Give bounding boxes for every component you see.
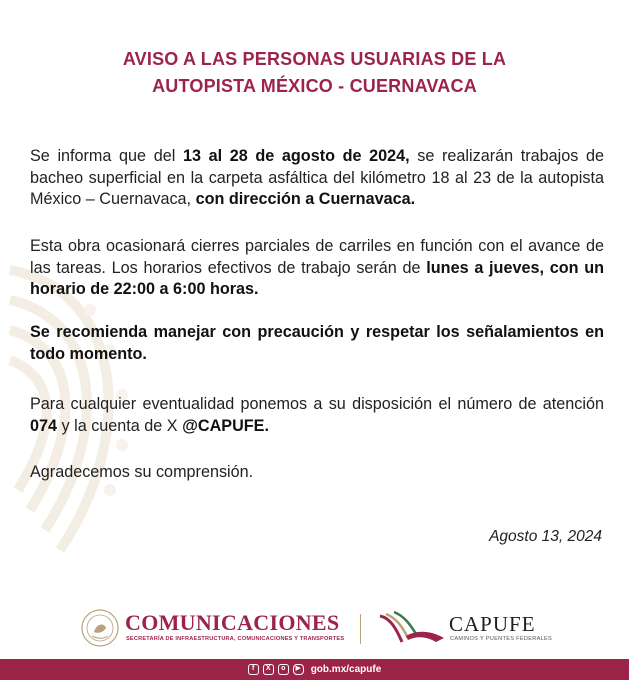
capufe-title: CAPUFE	[449, 612, 536, 636]
p2-bold-schedule: lunes a jueves, con un horario de 22:00 a 6:00 horas.	[30, 258, 604, 298]
footer-bar	[0, 659, 629, 680]
paragraph-schedule	[30, 236, 604, 301]
youtube-icon[interactable]: ▶	[293, 664, 304, 675]
title-line-1: AVISO A LAS PERSONAS USUARIAS DE LA	[122, 49, 507, 69]
p2-text-1: Esta obra ocasionará cierres parciales de carriles en función con el avance de las tareas. Los horarios efectivos de trabajo serán de	[30, 237, 604, 277]
paragraph-dates	[30, 146, 604, 211]
footer-logos	[0, 600, 629, 655]
comunicaciones-title: COMUNICACIONES	[125, 610, 340, 635]
notice-title	[0, 46, 629, 100]
p4-bold-handle: @CAPUFE.	[182, 416, 269, 435]
p1-text-2: se realizarán trabajos de bacheo superficial en la carpeta asfáltica del kilómetro 18 al 23 de la autopista México – Cuernavaca,	[30, 147, 604, 208]
title-line-2: AUTOPISTA MÉXICO - CUERNAVACA	[152, 76, 477, 96]
paragraph-contact	[30, 394, 604, 437]
logo-divider	[360, 614, 361, 644]
p4-text-1: Para cualquier eventualidad ponemos a su disposición el número de atención	[30, 395, 604, 413]
notice-date: Agosto 13, 2024	[489, 528, 602, 545]
x-icon[interactable]: X	[263, 664, 274, 675]
instagram-icon[interactable]: o	[278, 664, 289, 675]
paragraph-thanks: Agradecemos su comprensión.	[30, 463, 254, 481]
p4-bold-phone: 074	[30, 416, 58, 435]
facebook-icon[interactable]: f	[248, 664, 259, 675]
footer-url-link[interactable]: gob.mx/capufe	[310, 664, 382, 675]
p4-text-2: y la cuenta de X	[57, 416, 183, 435]
p1-bold-dates: 13 al 28 de agosto de 2024,	[182, 147, 410, 165]
capufe-emblem-icon	[376, 608, 446, 646]
capufe-subtitle: CAMINOS Y PUENTES FEDERALES	[450, 636, 553, 642]
p1-bold-direction: con dirección a Cuernavaca.	[195, 190, 416, 208]
p1-text-1: Se informa que del	[30, 147, 183, 165]
paragraph-recommendation: Se recomienda manejar con precaución y respetar los señalamientos en todo momento.	[30, 323, 604, 363]
comunicaciones-subtitle: SECRETARÍA DE INFRAESTRUCTURA, COMUNICACIONES Y TRANSPORTES	[126, 636, 345, 642]
national-seal-icon	[80, 608, 120, 648]
